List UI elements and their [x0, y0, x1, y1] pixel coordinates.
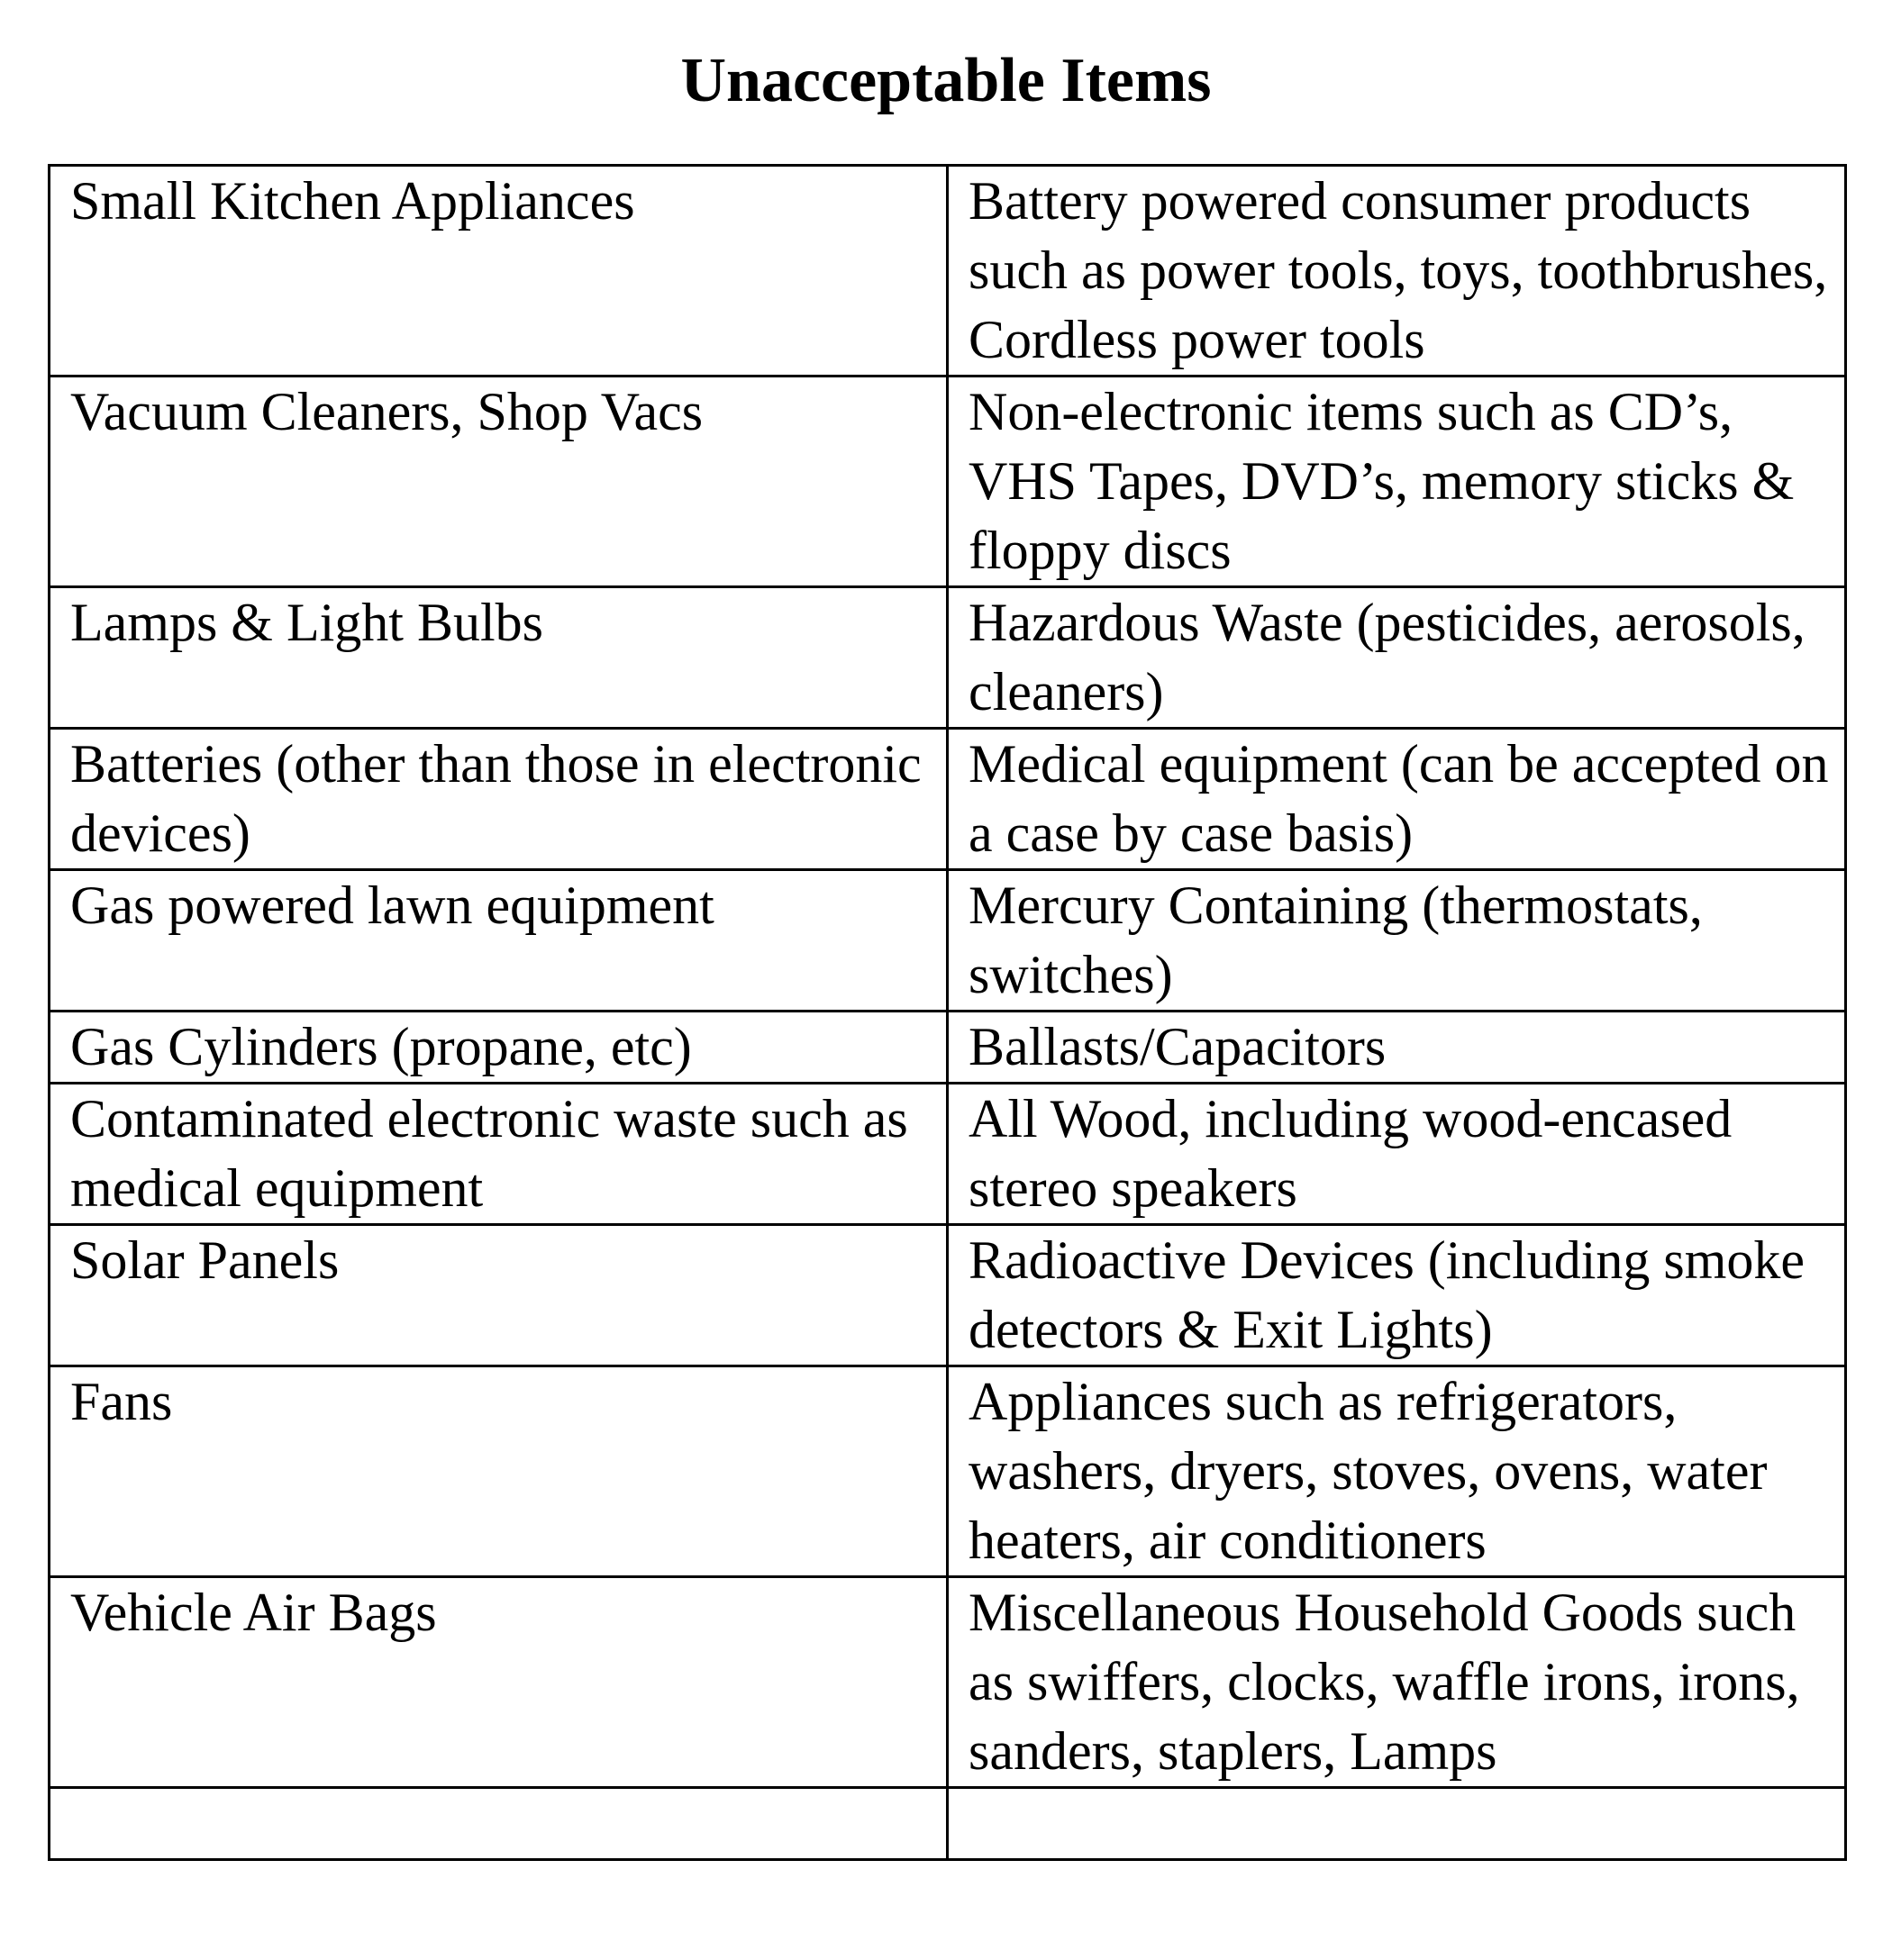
page-title: Unacceptable Items [680, 46, 1212, 115]
table-cell-right: Miscellaneous Household Goods such as swiffers, clocks, waffle irons, irons, sanders, staplers, Lamps [948, 1577, 1846, 1788]
table-cell-left: Vehicle Air Bags [50, 1577, 948, 1788]
table-cell-right: Radioactive Devices (including smoke detectors & Exit Lights) [948, 1225, 1846, 1366]
table-cell-right: Hazardous Waste (pesticides, aerosols, cleaners) [948, 587, 1846, 729]
table-cell-left: Gas Cylinders (propane, etc) [50, 1012, 948, 1084]
table-cell-right: Appliances such as refrigerators, washers, dryers, stoves, ovens, water heaters, air conditioners [948, 1366, 1846, 1577]
table-cell-right: Ballasts/Capacitors [948, 1012, 1846, 1084]
table-cell-left: Solar Panels [50, 1225, 948, 1366]
unacceptable-items-table [48, 164, 1847, 1861]
table-cell-left: Contaminated electronic waste such as medical equipment [50, 1084, 948, 1225]
table-cell-left: Fans [50, 1366, 948, 1577]
table-row [50, 1577, 1846, 1788]
table-row [50, 1366, 1846, 1577]
table-cell-left [50, 1788, 948, 1860]
table-cell-right: Non-electronic items such as CD’s, VHS Tapes, DVD’s, memory sticks & floppy discs [948, 377, 1846, 587]
table-cell-right [948, 1788, 1846, 1860]
table-row [50, 377, 1846, 587]
table-cell-left: Small Kitchen Appliances [50, 166, 948, 377]
table-cell-left: Batteries (other than those in electronic devices) [50, 729, 948, 870]
table-row [50, 1012, 1846, 1084]
table-row [50, 166, 1846, 377]
table-row [50, 870, 1846, 1012]
table-row [50, 587, 1846, 729]
table-row [50, 1084, 1846, 1225]
table-cell-right: Mercury Containing (thermostats, switches) [948, 870, 1846, 1012]
table-cell-left: Vacuum Cleaners, Shop Vacs [50, 377, 948, 587]
table-cell-right: Medical equipment (can be accepted on a case by case basis) [948, 729, 1846, 870]
table-cell-right: All Wood, including wood-encased stereo speakers [948, 1084, 1846, 1225]
table-row-empty [50, 1788, 1846, 1860]
table-cell-left: Lamps & Light Bulbs [50, 587, 948, 729]
table-cell-right: Battery powered consumer products such as power tools, toys, toothbrushes, Cordless power tools [948, 166, 1846, 377]
table-row [50, 729, 1846, 870]
table-cell-left: Gas powered lawn equipment [50, 870, 948, 1012]
table-row [50, 1225, 1846, 1366]
